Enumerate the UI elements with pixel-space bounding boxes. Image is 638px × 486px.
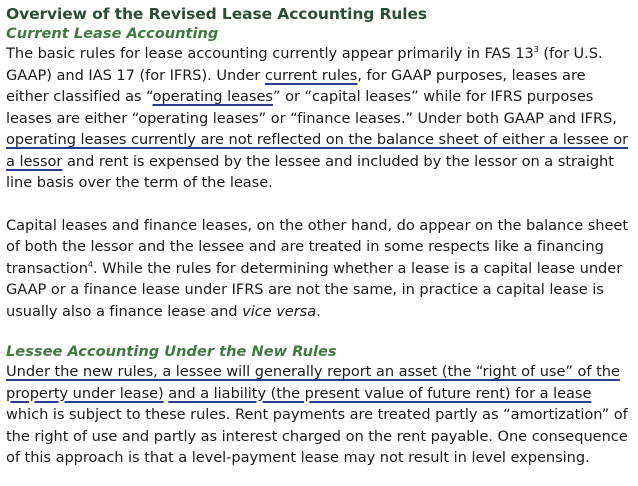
section-heading-current: Current Lease Accounting bbox=[6, 25, 219, 42]
footnote-4: 4 bbox=[87, 259, 93, 269]
text-span: , for GAAP purposes, leases are either classified as “ bbox=[6, 66, 586, 105]
paragraph-capital-leases bbox=[6, 215, 632, 323]
document-title: Overview of the Revised Lease Accounting Rules bbox=[6, 5, 428, 23]
underlined-not-reflected: operating leases currently are not reflected on the balance sheet of either a lessee or a lessor bbox=[6, 131, 629, 170]
text-span: and rent is expensed by the lessee and included by the lessor on a straight line basis over the term of the lease. bbox=[6, 152, 614, 191]
underlined-liability: and a liability (the present value of future rent) for a lease bbox=[168, 384, 592, 402]
footnote-3: 3 bbox=[533, 45, 539, 55]
paragraph-gap bbox=[6, 322, 632, 342]
underlined-current-rules: current rules bbox=[264, 66, 358, 84]
text-span: (for U.S. GAAP) and IAS 17 (for IFRS). Under bbox=[6, 45, 603, 84]
text-span: which is subject to these rules. Rent payments are treated partly as “amortization” of the right of use and partly as interest charged on the rent payable. One consequence of this approach is that a level-payment lease may not result in level expensing. bbox=[6, 406, 628, 466]
text-span: Capital leases and finance leases, on the other hand, do appear on the balance sheet of both the lessor and the lessee and are treated in some respects like a financing transaction bbox=[6, 216, 629, 277]
italic-vice-versa: vice versa bbox=[242, 302, 317, 320]
text-span: ” or “capital leases” while for IFRS purposes leases are either “operating leases” or “finance leases.” Under both GAAP and IFRS, bbox=[6, 88, 617, 127]
underlined-operating-leases: operating leases bbox=[152, 88, 273, 105]
section-heading-lessee: Lessee Accounting Under the New Rules bbox=[6, 343, 337, 360]
text-span: The basic rules for lease accounting currently appear primarily in FAS 13 bbox=[6, 45, 534, 62]
underlined-report-asset: Under the new rules, a lessee will generally report an asset (the “right of use” of the property under lease) bbox=[6, 363, 620, 402]
paragraph-gap bbox=[6, 194, 632, 215]
paragraph-current-rules bbox=[6, 43, 632, 194]
paragraph-lessee-accounting bbox=[6, 361, 632, 469]
text-span: . bbox=[316, 302, 321, 320]
text-span: . While the rules for determining whether a lease is a capital lease under GAAP or a finance lease under IFRS are not the same, in practice a capital lease is usually also a finance lease and bbox=[6, 259, 623, 320]
